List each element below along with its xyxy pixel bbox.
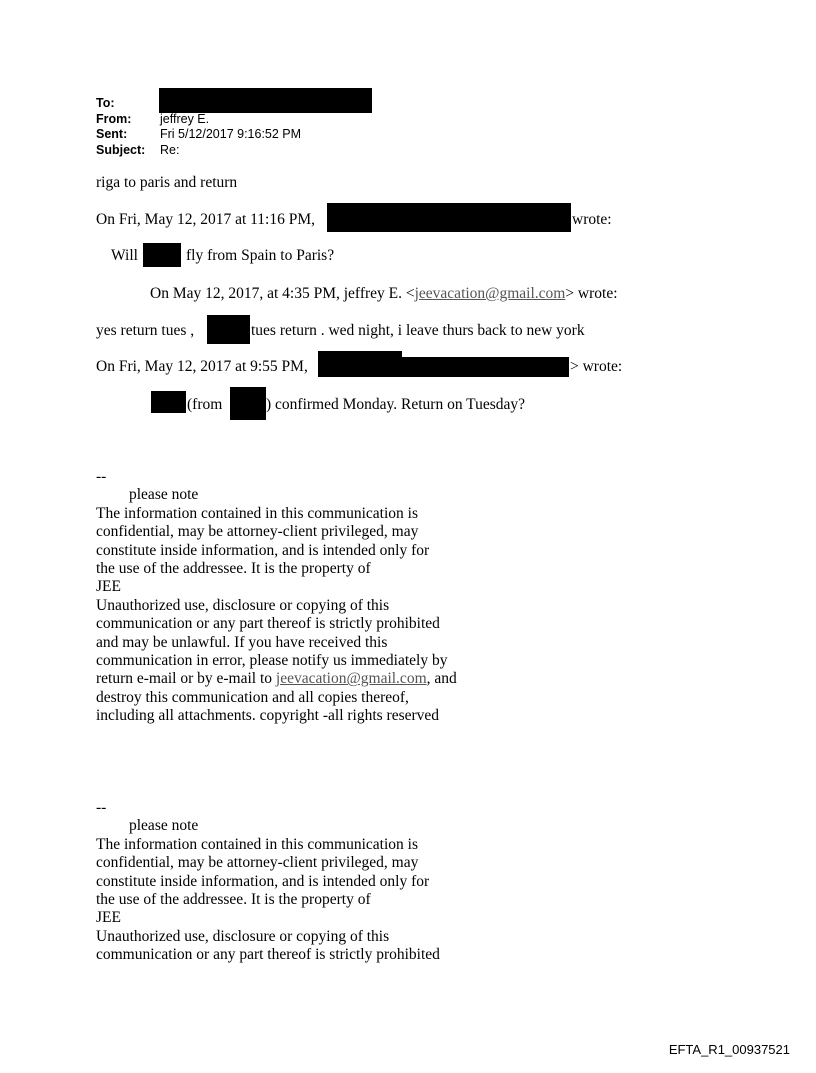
body-line-1: riga to paris and return: [96, 174, 238, 191]
disclaimer-email-line: [96, 670, 457, 688]
body-line-2a: Will: [111, 247, 138, 264]
to-label: To:: [96, 96, 115, 110]
signature-separator: --: [96, 468, 107, 485]
body-line-4a: (from: [187, 396, 223, 413]
disclaimer-line: and may be unlawful. If you have received this: [96, 633, 388, 651]
subject-value: Re:: [160, 142, 180, 157]
redaction-bar: [230, 387, 266, 420]
disclaimer-line: The information contained in this communication is: [96, 504, 418, 522]
quote-header-2: [150, 285, 618, 303]
redaction-bar: [151, 391, 186, 413]
disclaimer-line: communication or any part thereof is strictly prohibited: [96, 946, 440, 964]
disclaimer-block-2: [96, 799, 440, 965]
disclaimer-line: communication or any part thereof is strictly prohibited: [96, 615, 440, 633]
from-label: From:: [96, 111, 132, 126]
email-link[interactable]: jeevacation@gmail.com: [275, 670, 427, 688]
disclaimer-line: communication in error, please notify us immediately by: [96, 652, 448, 670]
quote-header-2-suffix: > wrote:: [565, 285, 618, 302]
signature-separator: --: [96, 799, 107, 816]
disclaimer-line: JEE: [96, 909, 121, 927]
disclaimer-line: confidential, may be attorney-client privileged, may: [96, 523, 419, 541]
disclaimer-email-suffix: , and: [426, 670, 457, 688]
disclaimer-line: Unauthorized use, disclosure or copying of this: [96, 927, 390, 945]
disclaimer-line: the use of the addressee. It is the property of: [96, 891, 371, 909]
quote-header-1-prefix: On Fri, May 12, 2017 at 11:16 PM,: [96, 211, 316, 228]
email-link[interactable]: jeevacation@gmail.com: [414, 285, 566, 302]
disclaimer-line: confidential, may be attorney-client privileged, may: [96, 854, 419, 872]
redaction-bar: [402, 357, 569, 377]
sent-label: Sent:: [96, 127, 128, 141]
disclaimer-line: The information contained in this communication is: [96, 835, 418, 853]
redaction-bar: [207, 315, 250, 344]
quote-header-2-prefix: On May 12, 2017, at 4:35 PM, jeffrey E. <: [150, 285, 415, 302]
disclaimer-email-prefix: return e-mail or by e-mail to: [96, 670, 276, 688]
redaction-bar: [318, 351, 402, 377]
please-note: please note: [129, 486, 199, 504]
redaction-bar: [327, 203, 571, 232]
disclaimer-line: including all attachments. copyright -all rights reserved: [96, 707, 440, 725]
subject-label: Subject:: [96, 142, 146, 157]
disclaimer-line: constitute inside information, and is intended only for: [96, 872, 430, 890]
document-id: EFTA_R1_00937521: [668, 1042, 790, 1057]
body-line-2b: fly from Spain to Paris?: [186, 247, 335, 264]
disclaimer-block-1: [96, 468, 457, 726]
body-line-3a: yes return tues ,: [96, 322, 195, 339]
disclaimer-line: constitute inside information, and is intended only for: [96, 541, 430, 559]
disclaimer-line: Unauthorized use, disclosure or copying of this: [96, 596, 390, 614]
body-line-3b: tues return . wed night, i leave thurs back to new york: [251, 322, 585, 339]
disclaimer-line: JEE: [96, 578, 121, 596]
sent-value: Fri 5/12/2017 9:16:52 PM: [160, 127, 302, 141]
disclaimer-line: the use of the addressee. It is the property of: [96, 560, 371, 578]
quote-header-3-prefix: On Fri, May 12, 2017 at 9:55 PM,: [96, 358, 308, 375]
quote-header-1: [96, 211, 315, 229]
please-note: please note: [129, 817, 199, 835]
quote-header-3-suffix: > wrote:: [570, 358, 623, 375]
quote-header-1-suffix: wrote:: [572, 211, 612, 228]
from-value: jeffrey E.: [160, 111, 210, 126]
redaction-bar: [159, 88, 372, 113]
redaction-bar: [143, 243, 181, 267]
body-line-4b: ) confirmed Monday. Return on Tuesday?: [266, 396, 526, 413]
disclaimer-line: destroy this communication and all copies thereof,: [96, 688, 409, 706]
